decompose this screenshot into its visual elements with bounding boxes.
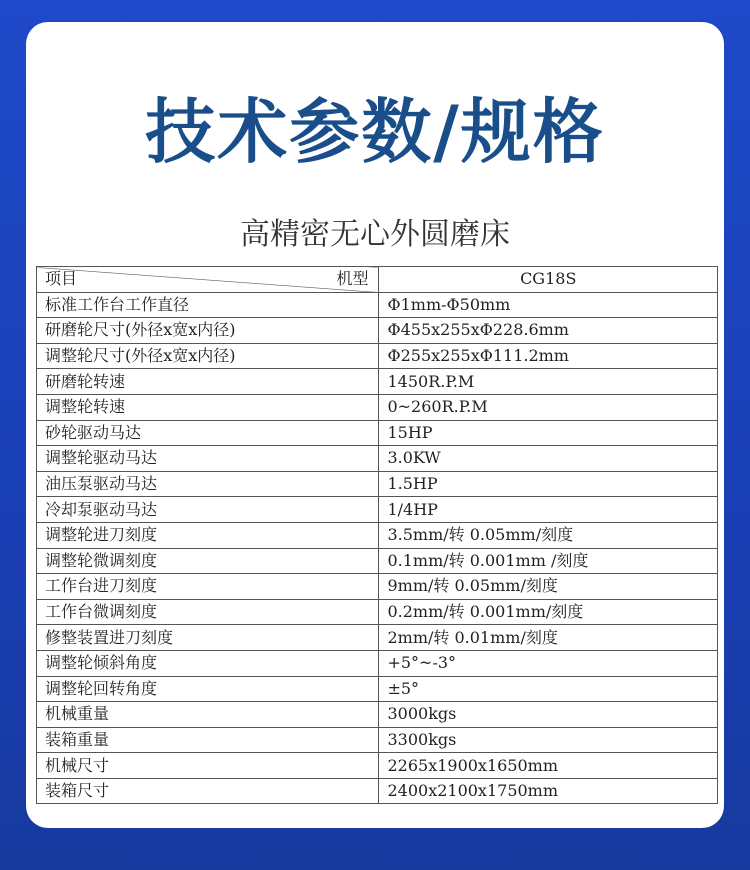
- table-row: [37, 497, 718, 523]
- row-value: 0~260R.P.M: [379, 394, 718, 420]
- row-label: 调整轮转速: [37, 394, 379, 420]
- row-value: 1.5HP: [379, 471, 718, 497]
- page-subtitle: 高精密无心外圆磨床: [240, 217, 510, 252]
- row-value: Φ255x255xΦ111.2mm: [379, 343, 718, 369]
- table-row: [37, 778, 718, 804]
- header-model-label: 机型: [336, 269, 369, 288]
- row-value: 3000kgs: [379, 702, 718, 728]
- table-row: [37, 343, 718, 369]
- table-row: [37, 292, 718, 318]
- table-row: [37, 599, 718, 625]
- table-row: [37, 650, 718, 676]
- row-label: 装箱尺寸: [37, 778, 379, 804]
- row-value: 2mm/转 0.01mm/刻度: [379, 625, 718, 651]
- table-row: [37, 702, 718, 728]
- row-value: ±5°: [379, 676, 718, 702]
- row-value: 0.1mm/转 0.001mm /刻度: [379, 548, 718, 574]
- row-label: 工作台微调刻度: [37, 599, 379, 625]
- row-value: 0.2mm/转 0.001mm/刻度: [379, 599, 718, 625]
- page-title: 技术参数/规格: [145, 91, 605, 173]
- table-row: [37, 318, 718, 344]
- table-row: [37, 727, 718, 753]
- table-row: [37, 676, 718, 702]
- row-label: 调整轮进刀刻度: [37, 522, 379, 548]
- row-label: 研磨轮转速: [37, 369, 379, 395]
- model-name: CG18S: [379, 267, 718, 293]
- row-value: 1/4HP: [379, 497, 718, 523]
- row-value: Φ1mm-Φ50mm: [379, 292, 718, 318]
- row-label: 油压泵驱动马达: [37, 471, 379, 497]
- row-label: 修整装置进刀刻度: [37, 625, 379, 651]
- row-label: 调整轮回转角度: [37, 676, 379, 702]
- row-label: 调整轮倾斜角度: [37, 650, 379, 676]
- row-label: 标准工作台工作直径: [37, 292, 379, 318]
- row-label: 机械重量: [37, 702, 379, 728]
- row-label: 工作台进刀刻度: [37, 574, 379, 600]
- row-value: 3300kgs: [379, 727, 718, 753]
- row-value: 9mm/转 0.05mm/刻度: [379, 574, 718, 600]
- table-row: [37, 625, 718, 651]
- row-value: 15HP: [379, 420, 718, 446]
- table-row: [37, 369, 718, 395]
- header-diagonal-cell: [37, 267, 379, 293]
- row-value: 2265x1900x1650mm: [379, 753, 718, 779]
- row-value: 2400x2100x1750mm: [379, 778, 718, 804]
- row-value: 1450R.P.M: [379, 369, 718, 395]
- table-row: [37, 574, 718, 600]
- row-label: 调整轮驱动马达: [37, 446, 379, 472]
- header-item-label: 项目: [45, 269, 78, 288]
- table-row: [37, 548, 718, 574]
- row-label: 冷却泵驱动马达: [37, 497, 379, 523]
- table-row: [37, 753, 718, 779]
- spec-table: [36, 266, 718, 804]
- row-value: +5°~-3°: [379, 650, 718, 676]
- table-row: [37, 446, 718, 472]
- row-label: 调整轮微调刻度: [37, 548, 379, 574]
- row-label: 机械尺寸: [37, 753, 379, 779]
- table-row: [37, 471, 718, 497]
- row-label: 装箱重量: [37, 727, 379, 753]
- table-row: [37, 394, 718, 420]
- table-row: [37, 420, 718, 446]
- table-header-row: [37, 267, 718, 293]
- row-value: Φ455x255xΦ228.6mm: [379, 318, 718, 344]
- row-value: 3.5mm/转 0.05mm/刻度: [379, 522, 718, 548]
- row-label: 调整轮尺寸(外径x宽x内径): [37, 343, 379, 369]
- row-value: 3.0KW: [379, 446, 718, 472]
- row-label: 研磨轮尺寸(外径x宽x内径): [37, 318, 379, 344]
- table-row: [37, 522, 718, 548]
- row-label: 砂轮驱动马达: [37, 420, 379, 446]
